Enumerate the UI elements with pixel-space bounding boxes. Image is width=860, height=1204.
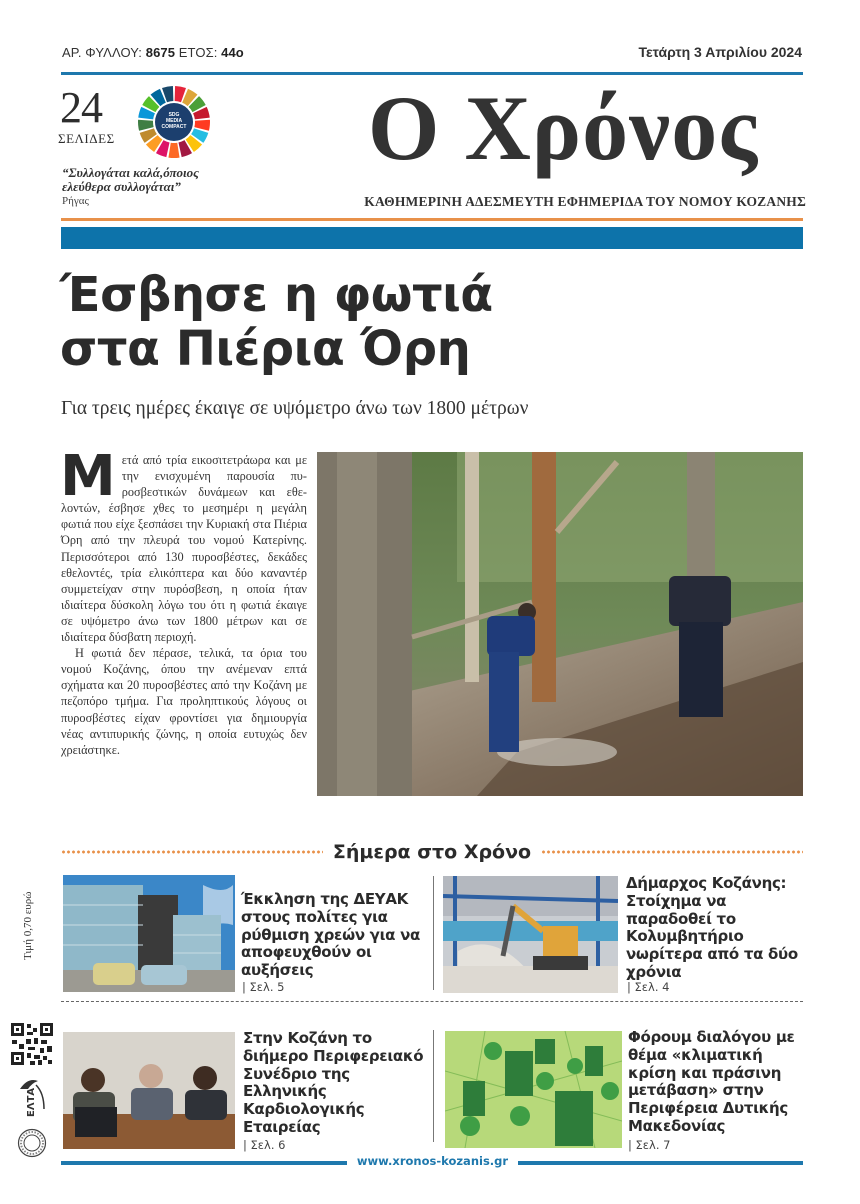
year-label: ΕΤΟΣ: [178, 45, 218, 60]
issue-label: ΑΡ. ΦΥΛΛΟΥ: [62, 45, 143, 60]
lead-article-body [60, 444, 307, 758]
sdg-media-compact-logo [136, 84, 212, 160]
publisher-seal-icon [17, 1128, 47, 1158]
green-city-illustration [445, 1031, 622, 1148]
issue-date: Τετάρτη 3 Απριλίου 2024 [638, 44, 802, 60]
teaser-2-page-ref: | Σελ. 4 [627, 980, 670, 994]
motto-line-2: ελεύθερα συλλογάται” [62, 179, 181, 194]
issue-number: 8675 [145, 45, 176, 60]
teaser-column-divider-2 [433, 1030, 434, 1142]
pages-label: ΣΕΛΙΔΕΣ [58, 131, 115, 146]
forest-photo-illustration [317, 452, 803, 796]
sdg-segment [138, 120, 154, 131]
excavator-photo-illustration [443, 876, 618, 993]
sdg-segment [194, 120, 210, 131]
teaser-4-title[interactable]: Φόρουμ διαλόγου με θέμα «κλιματική κρίση και πράσινη μετάβαση» στην Περιφέρεια Δυτικής Μακεδονίας [628, 1028, 795, 1135]
orange-divider [61, 218, 803, 221]
paragraph-1-text: ετά από τρία εικοσιτετράωρα και με την ενισχυμένη παρουσία πυροσβεστικών δυνάμεων και εθελοντών, έσβησε χθες το μεσημέρι η μεγάλη φωτιά που είχε ξεσπάσει την Κυριακή στα Πιέρια Όρη από την πλευρά του νομού Κατερίνης. Περισσότεροι από 130 πυροσβέστες, δεκάδες εθελοντές, τρία ελικόπτερα και δύο καναντέρ συμμετείχαν στην πυρόσβεση, η οποία ήταν ιδιαίτερα δύσκολη λόγω του ότι η φωτιά έκαιγε σε υψόμετρο άνω των 1800 μέτρων και σε ιδιαίτερα δύσβατη περιοχή. [61, 453, 307, 645]
newspaper-subtitle: ΚΑΘΗΜΕΡΙΝΗ ΑΔΕΣΜΕΥΤΗ ΕΦΗΜΕΡΙΔΑ ΤΟΥ ΝΟΜΟΥ ΚΟΖΑΝΗΣ [364, 194, 806, 209]
motto [62, 166, 199, 194]
building-photo-illustration [63, 875, 235, 992]
sdg-segment [168, 143, 179, 158]
today-section-header [61, 840, 803, 864]
sdg-text-2: MEDIA [165, 118, 183, 124]
lead-subheadline: Για τρεις ημέρες έκαιγε σε υψόμετρο άνω των 1800 μέτρων [61, 398, 529, 419]
teaser-1-page-ref: | Σελ. 5 [242, 980, 285, 994]
pages-count: 24 [60, 83, 102, 132]
headline-line-1: Έσβησε η φωτιά [60, 267, 493, 323]
article-paragraph-2: Η φωτιά δεν πέρασε, τελικά, τα όρια του νομού Κοζάνης, όπου την ανέμεναν επτά σχήματα και 20 πυροσβέστες από την Κοζάνη με πεζοπόρο τμήμα. Για προληπτικούς λόγους οι πυροσβέστες είχαν φροντίσει για δημιουργία νέας αντιπυρικής ζώνης, η οποία ευτυχώς δεν χρειάστηκε. [61, 646, 307, 757]
newspaper-title: Ο Χρόνος [367, 77, 759, 179]
elta-bird-icon [16, 1077, 48, 1121]
motto-line-1: “Συλλογάται καλά,όποιος [62, 165, 199, 180]
teaser-4-page-ref: | Σελ. 7 [628, 1138, 671, 1152]
teaser-1-title[interactable]: Έκκληση της ΔΕΥΑΚ στους πολίτες για ρύθμιση χρεών για να αποφευχθούν οι αυξήσεις [241, 890, 420, 980]
teaser-2-title[interactable]: Δήμαρχος Κοζάνης: Στοίχημα να παραδοθεί το Κολυμβητήριο νωρίτερα από τα δύο χρόνια [626, 874, 798, 981]
teaser-2-image-excavator[interactable] [443, 876, 618, 993]
sdg-text-1: SDG [168, 112, 180, 118]
lead-photo-firefighters-forest[interactable] [317, 452, 803, 796]
sdg-text-3: COMPACT [161, 124, 187, 130]
teaser-3-image-press-conference[interactable] [63, 1032, 235, 1149]
price-label: Τιμή 0,70 ευρώ [22, 891, 34, 960]
top-divider [61, 72, 803, 75]
footer-rule-left [61, 1161, 347, 1165]
blue-band [61, 227, 803, 249]
teaser-3-title[interactable]: Στην Κοζάνη το διήμερο Περιφερειακό Συνέδριο της Ελληνικής Καρδιολογικής Εταιρείας [243, 1029, 424, 1136]
issue-info [62, 45, 244, 60]
dotted-rule-right [541, 850, 803, 854]
dotted-rule-left [61, 850, 323, 854]
elta-logo [16, 1077, 48, 1121]
press-conference-photo-illustration [63, 1032, 235, 1149]
headline-line-2: στα Πιέρια Όρη [60, 321, 471, 377]
lead-headline[interactable] [60, 268, 493, 376]
teaser-4-image-green-city[interactable] [445, 1031, 622, 1148]
elta-text: ΕΛΤΑ [26, 1087, 37, 1117]
drop-cap: Μ [60, 444, 116, 509]
teaser-3-page-ref: | Σελ. 6 [243, 1138, 286, 1152]
year-value: 44ο [221, 45, 244, 60]
website-link[interactable]: www.xronos-kozanis.gr [356, 1154, 509, 1168]
footer-rule-right [518, 1161, 803, 1165]
teaser-1-image-building[interactable] [63, 875, 235, 992]
article-paragraph-1 [60, 444, 307, 645]
teaser-column-divider [433, 876, 434, 990]
sdg-badge-text [155, 103, 193, 141]
today-section-title: Σήμερα στο Χρόνο [332, 841, 532, 863]
teaser-row-divider [61, 1001, 803, 1002]
motto-author: Ρήγας [62, 195, 89, 207]
qr-code-icon[interactable] [10, 1022, 54, 1066]
